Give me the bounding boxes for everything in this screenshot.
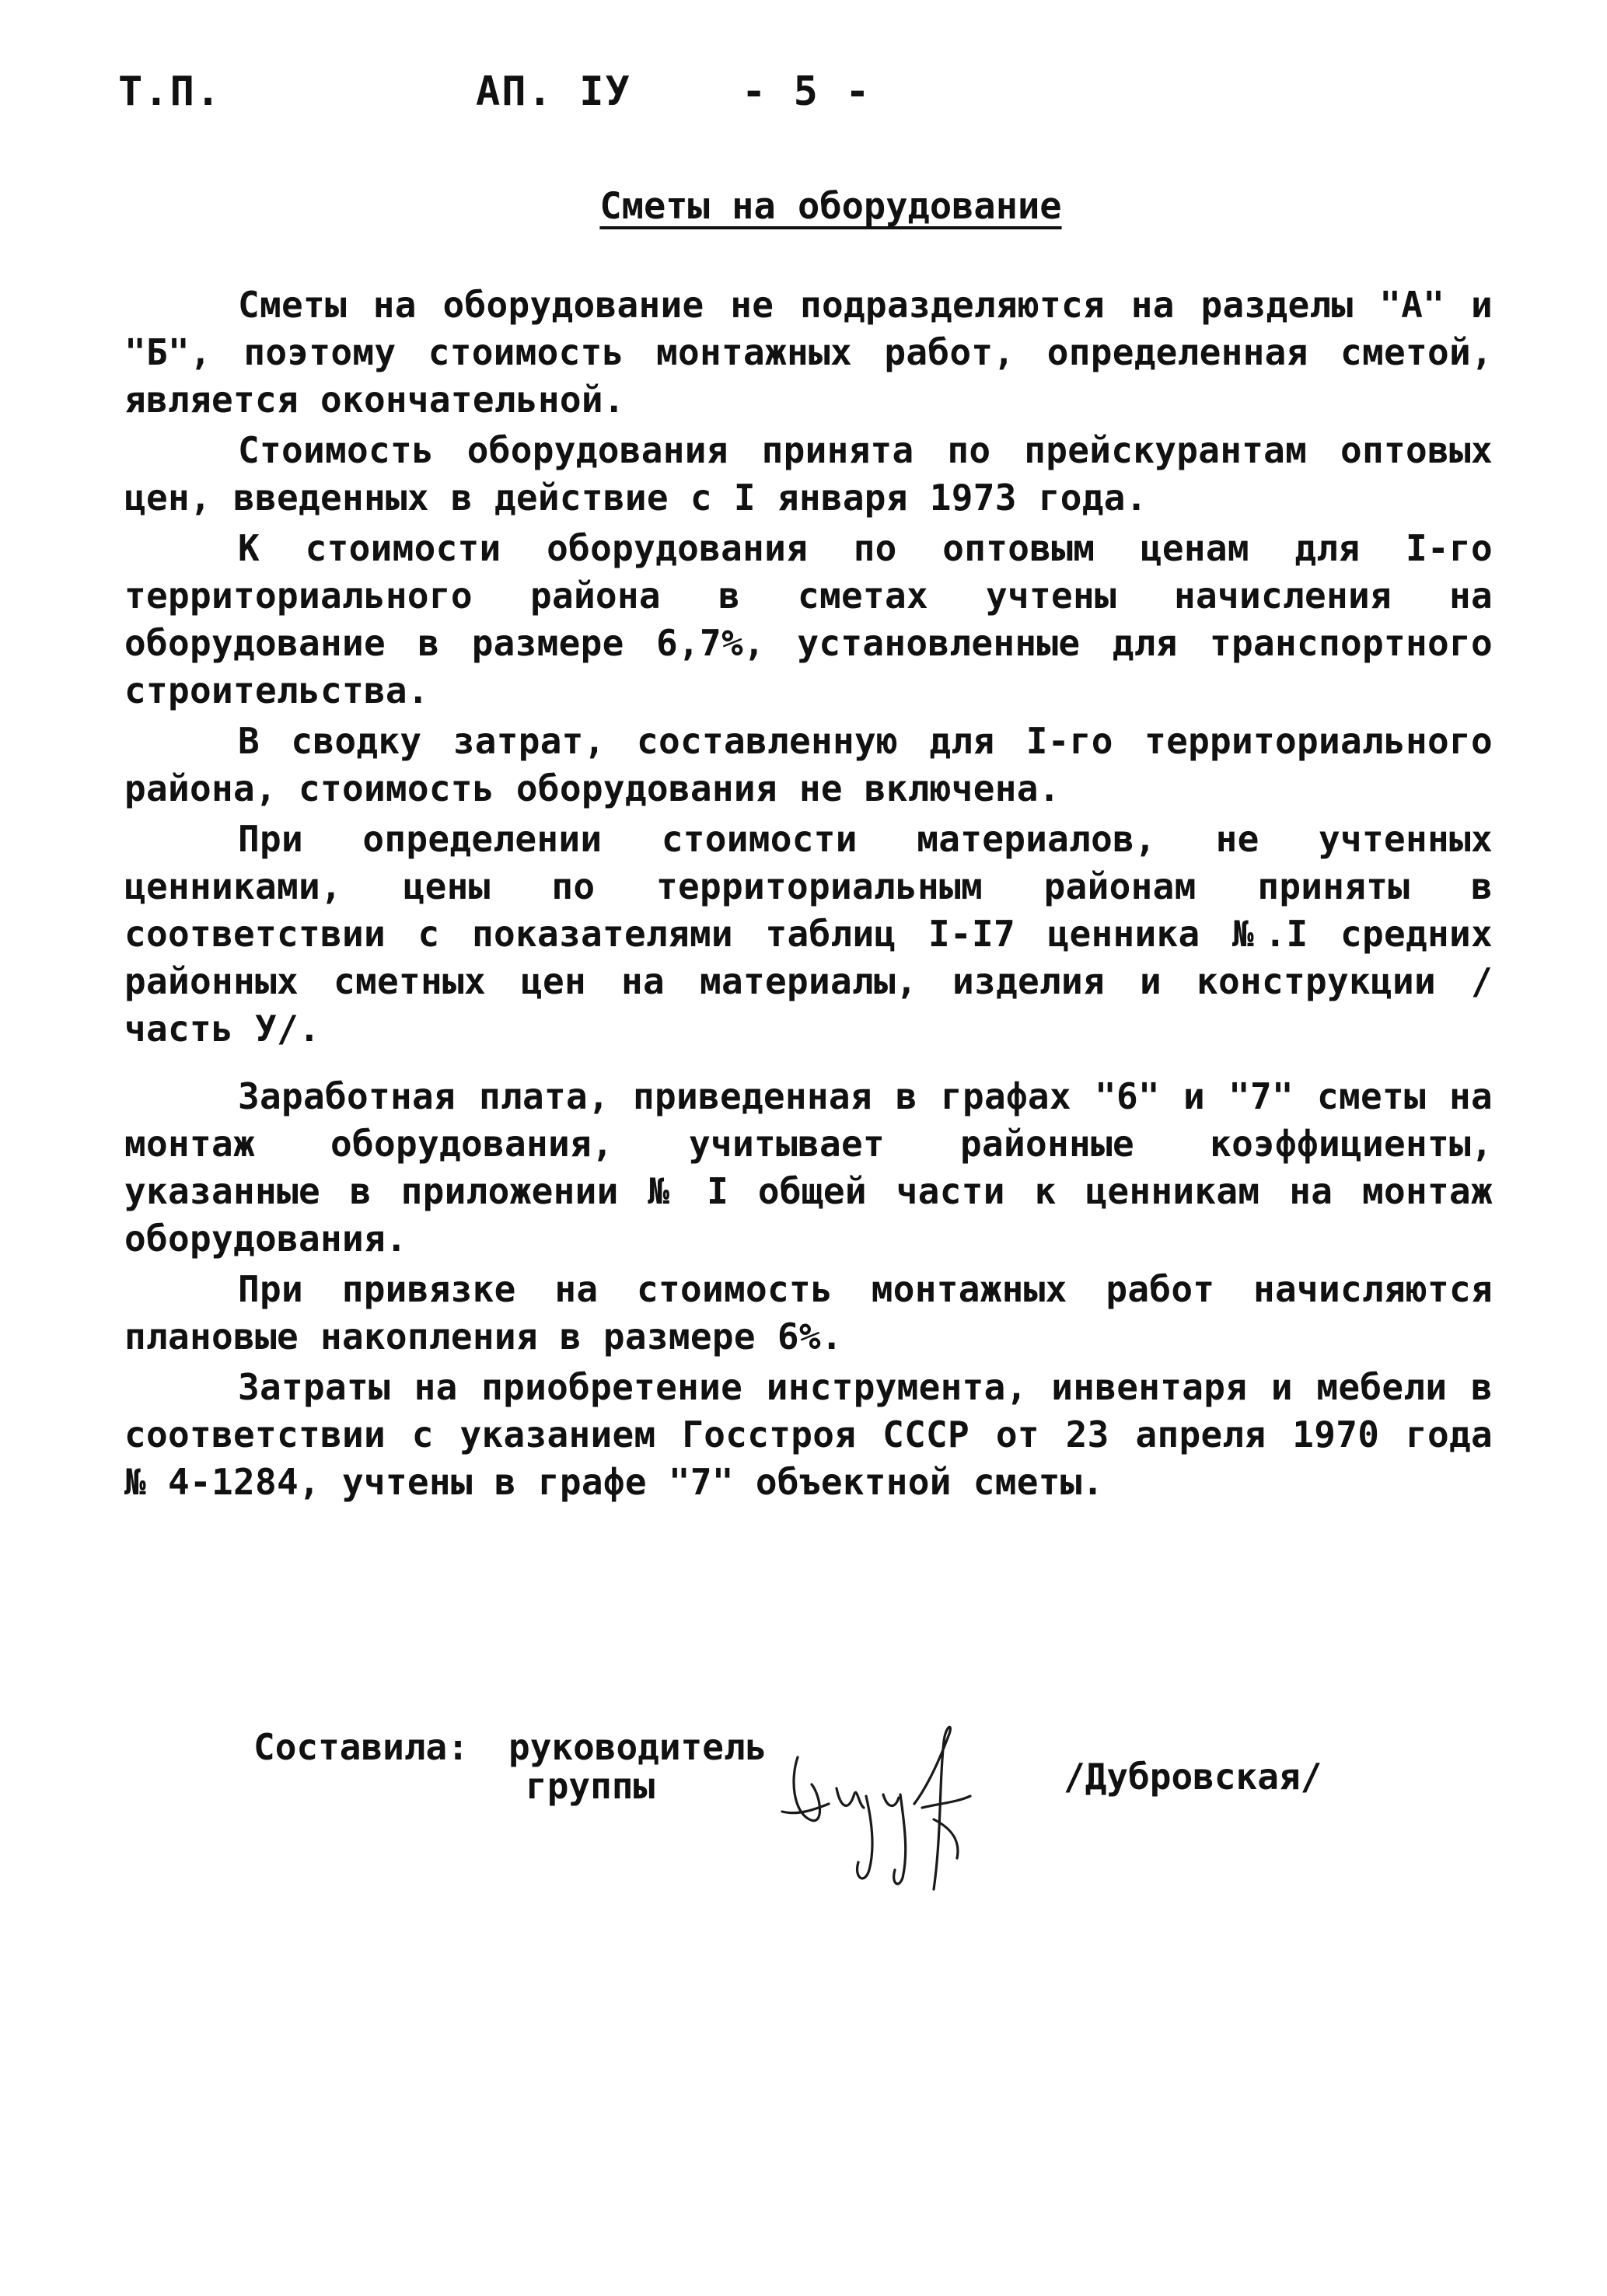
paragraph: При определении стоимости материалов, не учтенных ценниками, цены по территориальным районам приняты в соответствии с показателями таблиц I-I7 ценника №.I средних районных сметных цен на материалы, изделия и конструкции /часть У/. bbox=[124, 818, 1493, 1050]
signature-label: Составила: bbox=[253, 1726, 469, 1768]
paragraph: Заработная плата, приведенная в графах "6" и "7" сметы на монтаж оборудования, учитывает районные коэффициенты, указанные в приложении № I общей части к ценникам на монтаж оборудования. bbox=[124, 1075, 1493, 1260]
signatory-name: /Дубровская/ bbox=[1064, 1756, 1322, 1798]
signature-role: руководитель bbox=[508, 1726, 767, 1768]
paragraph: Сметы на оборудование не подразделяются на разделы "А" и "Б", поэтому стоимость монтажных работ, определенная сметой, является окончательной. bbox=[124, 284, 1493, 421]
paragraph: При привязке на стоимость монтажных работ начисляются плановые накопления в размере 6%. bbox=[124, 1268, 1493, 1358]
paragraph: Стоимость оборудования принята по прейскурантам оптовых цен, введенных в действие с I января 1973 года. bbox=[124, 429, 1493, 519]
page-number: - 5 - bbox=[742, 68, 872, 115]
signature-role-continued: группы bbox=[526, 1765, 655, 1807]
album-number: АП. IУ bbox=[476, 68, 631, 115]
body-text bbox=[124, 281, 1493, 1509]
paragraph: В сводку затрат, составленную для I-го территориального района, стоимость оборудования не включена. bbox=[124, 720, 1493, 809]
page-header bbox=[118, 68, 1518, 131]
doc-code: Т.П. bbox=[118, 68, 222, 115]
section-title: Сметы на оборудование bbox=[599, 185, 1062, 228]
handwritten-signature bbox=[767, 1711, 1023, 1905]
signature-block bbox=[253, 1726, 1420, 1928]
paragraph: Затраты на приобретение инструмента, инвентаря и мебели в соответствии с указанием Госстроя СССР от 23 апреля 1970 года № 4-1284, учтены в графе "7" объектной сметы. bbox=[124, 1366, 1493, 1503]
paragraph: К стоимости оборудования по оптовым ценам для I-го территориального района в сметах учтены начисления на оборудование в размере 6,7%, установленные для транспортного строительства. bbox=[124, 527, 1493, 711]
